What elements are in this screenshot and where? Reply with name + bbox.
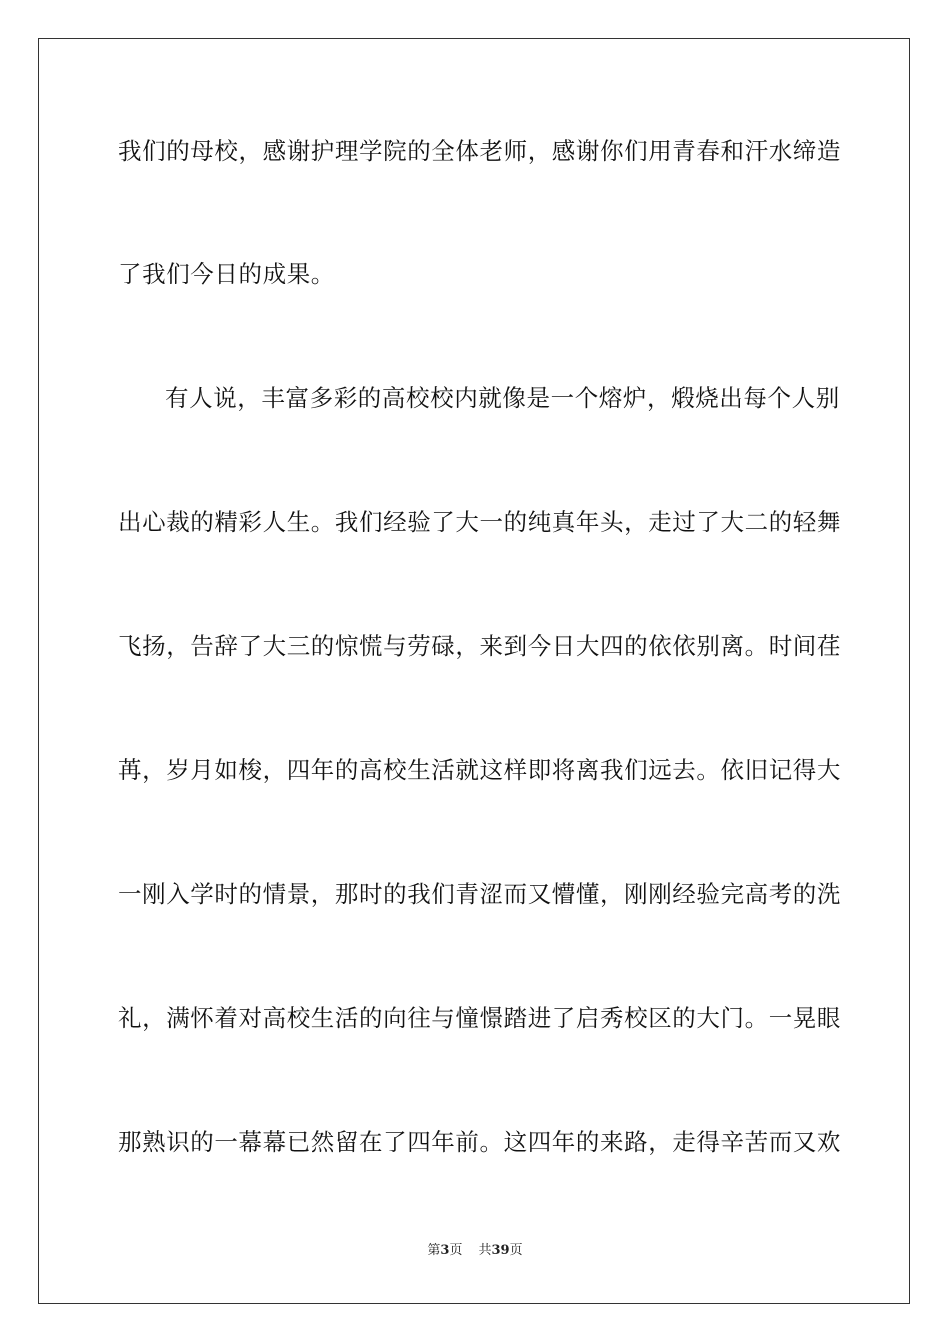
paragraph-line-4: 出心裁的精彩人生。我们经验了大一的纯真年头，走过了大二的轻舞	[118, 508, 841, 536]
total-suffix: 页	[509, 1243, 523, 1258]
paragraph-line-5: 飞扬，告辞了大三的惊慌与劳碌，来到今日大四的依依别离。时间荏	[118, 632, 841, 660]
page-number: 3	[440, 1243, 450, 1258]
paragraph-line-1: 我们的母校，感谢护理学院的全体老师，感谢你们用青春和汗水缔造	[118, 137, 841, 165]
paragraph-line-7: 一刚入学时的情景，那时的我们青涩而又懵懂，刚刚经验完高考的洗	[118, 880, 841, 908]
paragraph-line-3: 有人说，丰富多彩的高校校内就像是一个熔炉，煅烧出每个人别	[165, 384, 840, 412]
paragraph-line-2: 了我们今日的成果。	[118, 260, 335, 288]
page-prefix: 第	[427, 1243, 441, 1258]
paragraph-line-8: 礼，满怀着对高校生活的向往与憧憬踏进了启秀校区的大门。一晃眼	[118, 1004, 841, 1032]
total-prefix: 共	[478, 1243, 492, 1258]
page-suffix: 页	[449, 1243, 463, 1258]
page-footer	[0, 1242, 950, 1260]
paragraph-line-9: 那熟识的一幕幕已然留在了四年前。这四年的来路，走得辛苦而又欢	[118, 1128, 841, 1156]
total-pages: 39	[491, 1243, 510, 1258]
page-border	[38, 38, 910, 1304]
paragraph-line-6: 苒，岁月如梭，四年的高校生活就这样即将离我们远去。依旧记得大	[118, 756, 841, 784]
